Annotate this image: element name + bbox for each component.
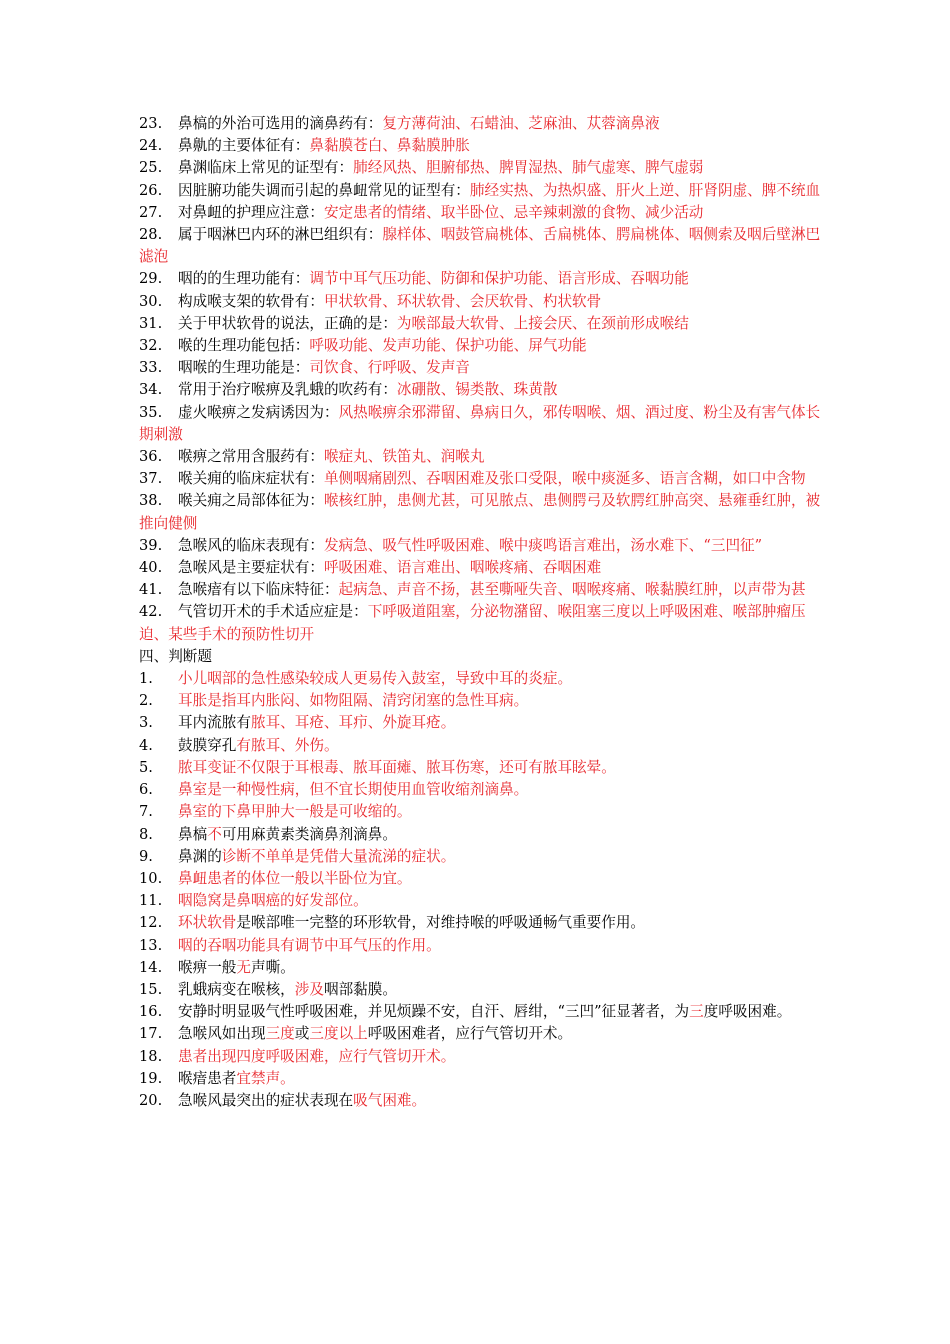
question-text: 咽的的生理功能有： bbox=[178, 270, 310, 288]
question-text: 虚火喉痹之发病诱因为： bbox=[178, 403, 339, 421]
fill-question-item bbox=[139, 268, 829, 290]
question-text: 或 bbox=[294, 1025, 310, 1043]
question-text: 急喉风是主要症状有： bbox=[178, 559, 324, 577]
judge-question-item bbox=[139, 1068, 829, 1090]
answer-text: 有脓耳、外伤。 bbox=[236, 736, 339, 754]
answer-text: 脓耳、耳疮、耳疖、外旋耳疮。 bbox=[250, 714, 456, 732]
judge-question-item bbox=[139, 668, 829, 690]
question-text: 咽喉的生理功能是： bbox=[178, 359, 310, 377]
judge-question-item bbox=[139, 912, 829, 934]
answer-text: 脓耳变证不仅限于耳根毒、脓耳面瘫、脓耳伤寒，还可有脓耳眩晕。 bbox=[178, 758, 616, 776]
answer-text: 患者出现四度呼吸困难，应行气管切开术。 bbox=[178, 1047, 456, 1065]
judge-question-item bbox=[139, 1090, 829, 1112]
item-number: 29. bbox=[139, 270, 163, 288]
fill-question-item bbox=[139, 601, 829, 645]
question-text: 构成喉支架的软骨有： bbox=[178, 292, 324, 310]
fill-question-item bbox=[139, 157, 829, 179]
item-number: 36. bbox=[139, 448, 163, 466]
fill-question-item bbox=[139, 490, 829, 534]
item-number: 11. bbox=[139, 892, 163, 910]
question-text: 喉瘖患者 bbox=[178, 1069, 237, 1087]
question-text: 喉痹一般 bbox=[178, 958, 237, 976]
item-number: 4. bbox=[139, 736, 153, 754]
question-text: 对鼻衄的护理应注意： bbox=[178, 203, 324, 221]
item-number: 15. bbox=[139, 980, 163, 998]
question-text: 关于甲状软骨的说法，正确的是： bbox=[178, 314, 397, 332]
question-text: 鼻槁 bbox=[178, 825, 208, 843]
judge-question-item bbox=[139, 890, 829, 912]
question-text: 耳内流脓有 bbox=[178, 714, 251, 732]
item-number: 18. bbox=[139, 1047, 163, 1065]
question-text: 乳蛾病变在喉核， bbox=[178, 980, 295, 998]
judge-question-item bbox=[139, 779, 829, 801]
answer-text: 调节中耳气压功能、防御和保护功能、语言形成、吞咽功能 bbox=[309, 270, 689, 288]
question-text: 喉痹之常用含服药有： bbox=[178, 448, 324, 466]
fill-question-item bbox=[139, 135, 829, 157]
answer-text: 呼吸困难、语言难出、咽喉疼痛、吞咽困难 bbox=[323, 559, 602, 577]
item-number: 14. bbox=[139, 958, 163, 976]
answer-text: 司饮食、行呼吸、发声音 bbox=[309, 359, 470, 377]
question-text: 鼻鼽的主要体征有： bbox=[178, 137, 310, 155]
answer-text: 复方薄荷油、石蜡油、芝麻油、苁蓉滴鼻液 bbox=[382, 115, 660, 132]
answer-text: 风热喉痹余邪滞留、鼻病日久，邪传咽喉、烟、酒过度、粉尘及有害气体长期刺激 bbox=[139, 403, 821, 443]
answer-text: 咽隐窝是鼻咽癌的好发部位。 bbox=[178, 892, 368, 910]
judge-question-item bbox=[139, 1023, 829, 1045]
judge-question-item bbox=[139, 1001, 829, 1023]
answer-text: 三 bbox=[689, 1003, 704, 1021]
answer-text: 鼻黏膜苍白、鼻黏膜肿胀 bbox=[309, 137, 470, 155]
answer-text: 咽的吞咽功能具有调节中耳气压的作用。 bbox=[178, 936, 441, 954]
fill-question-item bbox=[139, 535, 829, 557]
question-text: 鼻渊的 bbox=[178, 847, 222, 865]
judge-question-item bbox=[139, 690, 829, 712]
answer-text: 喉核红肿，患侧尤甚，可见脓点、患侧腭弓及软腭红肿高突、悬雍垂红肿，被推向健侧 bbox=[139, 492, 821, 532]
item-number: 24. bbox=[139, 137, 163, 155]
answer-text: 喉症丸、铁笛丸、润喉丸 bbox=[323, 448, 485, 466]
item-number: 35. bbox=[139, 403, 163, 421]
fill-question-item bbox=[139, 335, 829, 357]
item-number: 25. bbox=[139, 159, 163, 177]
fill-question-item bbox=[139, 557, 829, 579]
judge-question-item bbox=[139, 735, 829, 757]
item-number: 12. bbox=[139, 914, 163, 932]
item-number: 31. bbox=[139, 314, 163, 332]
fill-question-list bbox=[139, 113, 829, 646]
answer-text: 宜禁声。 bbox=[236, 1069, 295, 1087]
item-number: 27. bbox=[139, 203, 163, 221]
item-number: 1. bbox=[139, 670, 153, 688]
question-text: 因脏腑功能失调而引起的鼻衄常见的证型有： bbox=[178, 181, 470, 199]
item-number: 10. bbox=[139, 869, 163, 887]
item-number: 20. bbox=[139, 1091, 163, 1109]
judge-question-item bbox=[139, 979, 829, 1001]
answer-text: 为喉部最大软骨、上接会厌、在颈前形成喉结 bbox=[396, 314, 689, 332]
answer-text: 呼吸功能、发声功能、保护功能、屏气功能 bbox=[309, 337, 587, 355]
fill-question-item bbox=[139, 379, 829, 401]
answer-text: 甲状软骨、环状软骨、会厌软骨、杓状软骨 bbox=[323, 292, 602, 310]
judge-question-item bbox=[139, 846, 829, 868]
answer-text: 发病急、吸气性呼吸困难、喉中痰鸣语言难出，汤水难下、“三凹征” bbox=[323, 536, 763, 554]
question-text: 气管切开术的手术适应症是： bbox=[178, 603, 368, 621]
item-number: 40. bbox=[139, 559, 163, 577]
answer-text: 鼻室是一种慢性病，但不宜长期使用血管收缩剂滴鼻。 bbox=[178, 781, 529, 799]
item-number: 42. bbox=[139, 603, 163, 621]
item-number: 6. bbox=[139, 781, 153, 799]
fill-question-item bbox=[139, 357, 829, 379]
item-number: 32. bbox=[139, 337, 163, 355]
item-number: 26. bbox=[139, 181, 163, 199]
judge-question-list bbox=[139, 668, 829, 1112]
question-text: 喉关痈之局部体征为： bbox=[178, 492, 324, 510]
question-text: 声嘶。 bbox=[251, 958, 295, 976]
item-number: 17. bbox=[139, 1025, 163, 1043]
document-page bbox=[139, 113, 829, 1112]
answer-text: 吸气困难。 bbox=[353, 1091, 427, 1109]
fill-question-item bbox=[139, 468, 829, 490]
answer-text: 单侧咽痛剧烈、吞咽困难及张口受限，喉中痰涎多、语言含糊，如口中含物 bbox=[323, 470, 806, 488]
answer-text: 腺样体、咽鼓管扁桃体、舌扁桃体、腭扁桃体、咽侧索及咽后壁淋巴滤泡 bbox=[139, 226, 821, 266]
question-text: 是喉部唯一完整的环形软骨，对维持喉的呼吸通畅气重要作用。 bbox=[236, 914, 646, 932]
judge-question-item bbox=[139, 712, 829, 734]
item-number: 41. bbox=[139, 581, 163, 599]
answer-text: 起病急、声音不扬，甚至嘶哑失音、咽喉疼痛、喉黏膜红肿，以声带为甚 bbox=[338, 581, 806, 599]
judge-question-item bbox=[139, 957, 829, 979]
question-text: 喉的生理功能包括： bbox=[178, 337, 310, 355]
question-text: 安静时明显吸气性呼吸困难，并见烦躁不安，自汗、唇绀，“三凹”征显著者，为 bbox=[178, 1003, 690, 1021]
question-text: 鼓膜穿孔 bbox=[178, 736, 237, 754]
item-number: 3. bbox=[139, 714, 153, 732]
item-number: 33. bbox=[139, 359, 163, 377]
question-text: 咽部黏膜。 bbox=[323, 980, 397, 998]
fill-question-item bbox=[139, 579, 829, 601]
judge-question-item bbox=[139, 1046, 829, 1068]
item-number: 34. bbox=[139, 381, 163, 399]
item-number: 28. bbox=[139, 226, 163, 244]
answer-text: 环状软骨 bbox=[178, 914, 237, 932]
answer-text: 下呼吸道阻塞，分泌物潴留、喉阻塞三度以上呼吸困难、喉部肿瘤压迫、某些手术的预防性切开 bbox=[139, 603, 806, 643]
answer-text: 鼻室的下鼻甲肿大一般是可收缩的。 bbox=[178, 803, 412, 821]
item-number: 9. bbox=[139, 847, 153, 865]
item-number: 38. bbox=[139, 492, 163, 510]
question-text: 呼吸困难者，应行气管切开术。 bbox=[367, 1025, 573, 1043]
item-number: 19. bbox=[139, 1069, 163, 1087]
question-text: 急喉风如出现 bbox=[178, 1025, 266, 1043]
judge-question-item bbox=[139, 824, 829, 846]
fill-question-item bbox=[139, 224, 829, 268]
question-text: 鼻渊临床上常见的证型有： bbox=[178, 159, 354, 177]
question-text: 度呼吸困难。 bbox=[703, 1003, 792, 1021]
item-number: 8. bbox=[139, 825, 153, 843]
question-text: 喉关痈的临床症状有： bbox=[178, 470, 324, 488]
question-text: 属于咽淋巴内环的淋巴组织有： bbox=[178, 226, 383, 244]
item-number: 37. bbox=[139, 470, 163, 488]
item-number: 23. bbox=[139, 115, 163, 132]
answer-text: 耳胀是指耳内胀闷、如物阻隔、清窍闭塞的急性耳病。 bbox=[178, 692, 529, 710]
item-number: 5. bbox=[139, 758, 153, 776]
answer-text: 肺经实热、为热炽盛、肝火上逆、肝肾阴虚、脾不统血 bbox=[469, 181, 821, 199]
answer-text: 小儿咽部的急性感染较成人更易传入鼓室，导致中耳的炎症。 bbox=[178, 670, 573, 688]
judge-question-item bbox=[139, 868, 829, 890]
fill-question-item bbox=[139, 446, 829, 468]
judge-question-item bbox=[139, 935, 829, 957]
fill-question-item bbox=[139, 202, 829, 224]
item-number: 13. bbox=[139, 936, 163, 954]
item-number: 30. bbox=[139, 292, 163, 310]
answer-text: 鼻衄患者的体位一般以半卧位为宜。 bbox=[178, 869, 412, 887]
question-text: 可用麻黄素类滴鼻剂滴鼻。 bbox=[221, 825, 397, 843]
answer-text: 三度以上 bbox=[309, 1025, 368, 1043]
item-number: 7. bbox=[139, 803, 153, 821]
question-text: 急喉风的临床表现有： bbox=[178, 536, 324, 554]
answer-text: 冰硼散、锡类散、珠黄散 bbox=[396, 381, 558, 399]
answer-text: 安定患者的情绪、取半卧位、忌辛辣刺激的食物、减少活动 bbox=[323, 203, 704, 221]
judge-question-item bbox=[139, 757, 829, 779]
answer-text: 诊断不单单是凭借大量流涕的症状。 bbox=[221, 847, 456, 865]
answer-text: 无 bbox=[236, 958, 251, 976]
item-number: 2. bbox=[139, 692, 153, 710]
answer-text: 不 bbox=[207, 825, 222, 843]
fill-question-item bbox=[139, 291, 829, 313]
answer-text: 三度 bbox=[265, 1025, 295, 1043]
item-number: 39. bbox=[139, 536, 163, 554]
fill-question-item bbox=[139, 313, 829, 335]
question-text: 鼻槁的外治可选用的滴鼻药有： bbox=[178, 115, 383, 132]
question-text: 常用于治疗喉痹及乳蛾的吹药有： bbox=[178, 381, 397, 399]
fill-question-item bbox=[139, 113, 829, 135]
question-text: 急喉风最突出的症状表现在 bbox=[178, 1091, 354, 1109]
item-number: 16. bbox=[139, 1003, 163, 1021]
answer-text: 肺经风热、胆腑郁热、脾胃湿热、肺气虚寒、脾气虚弱 bbox=[353, 159, 704, 177]
fill-question-item bbox=[139, 402, 829, 446]
section-title: 四、判断题 bbox=[139, 647, 212, 665]
answer-text: 涉及 bbox=[294, 980, 324, 998]
question-text: 急喉瘖有以下临床特征： bbox=[178, 581, 339, 599]
judge-question-item bbox=[139, 801, 829, 823]
fill-question-item bbox=[139, 180, 829, 202]
